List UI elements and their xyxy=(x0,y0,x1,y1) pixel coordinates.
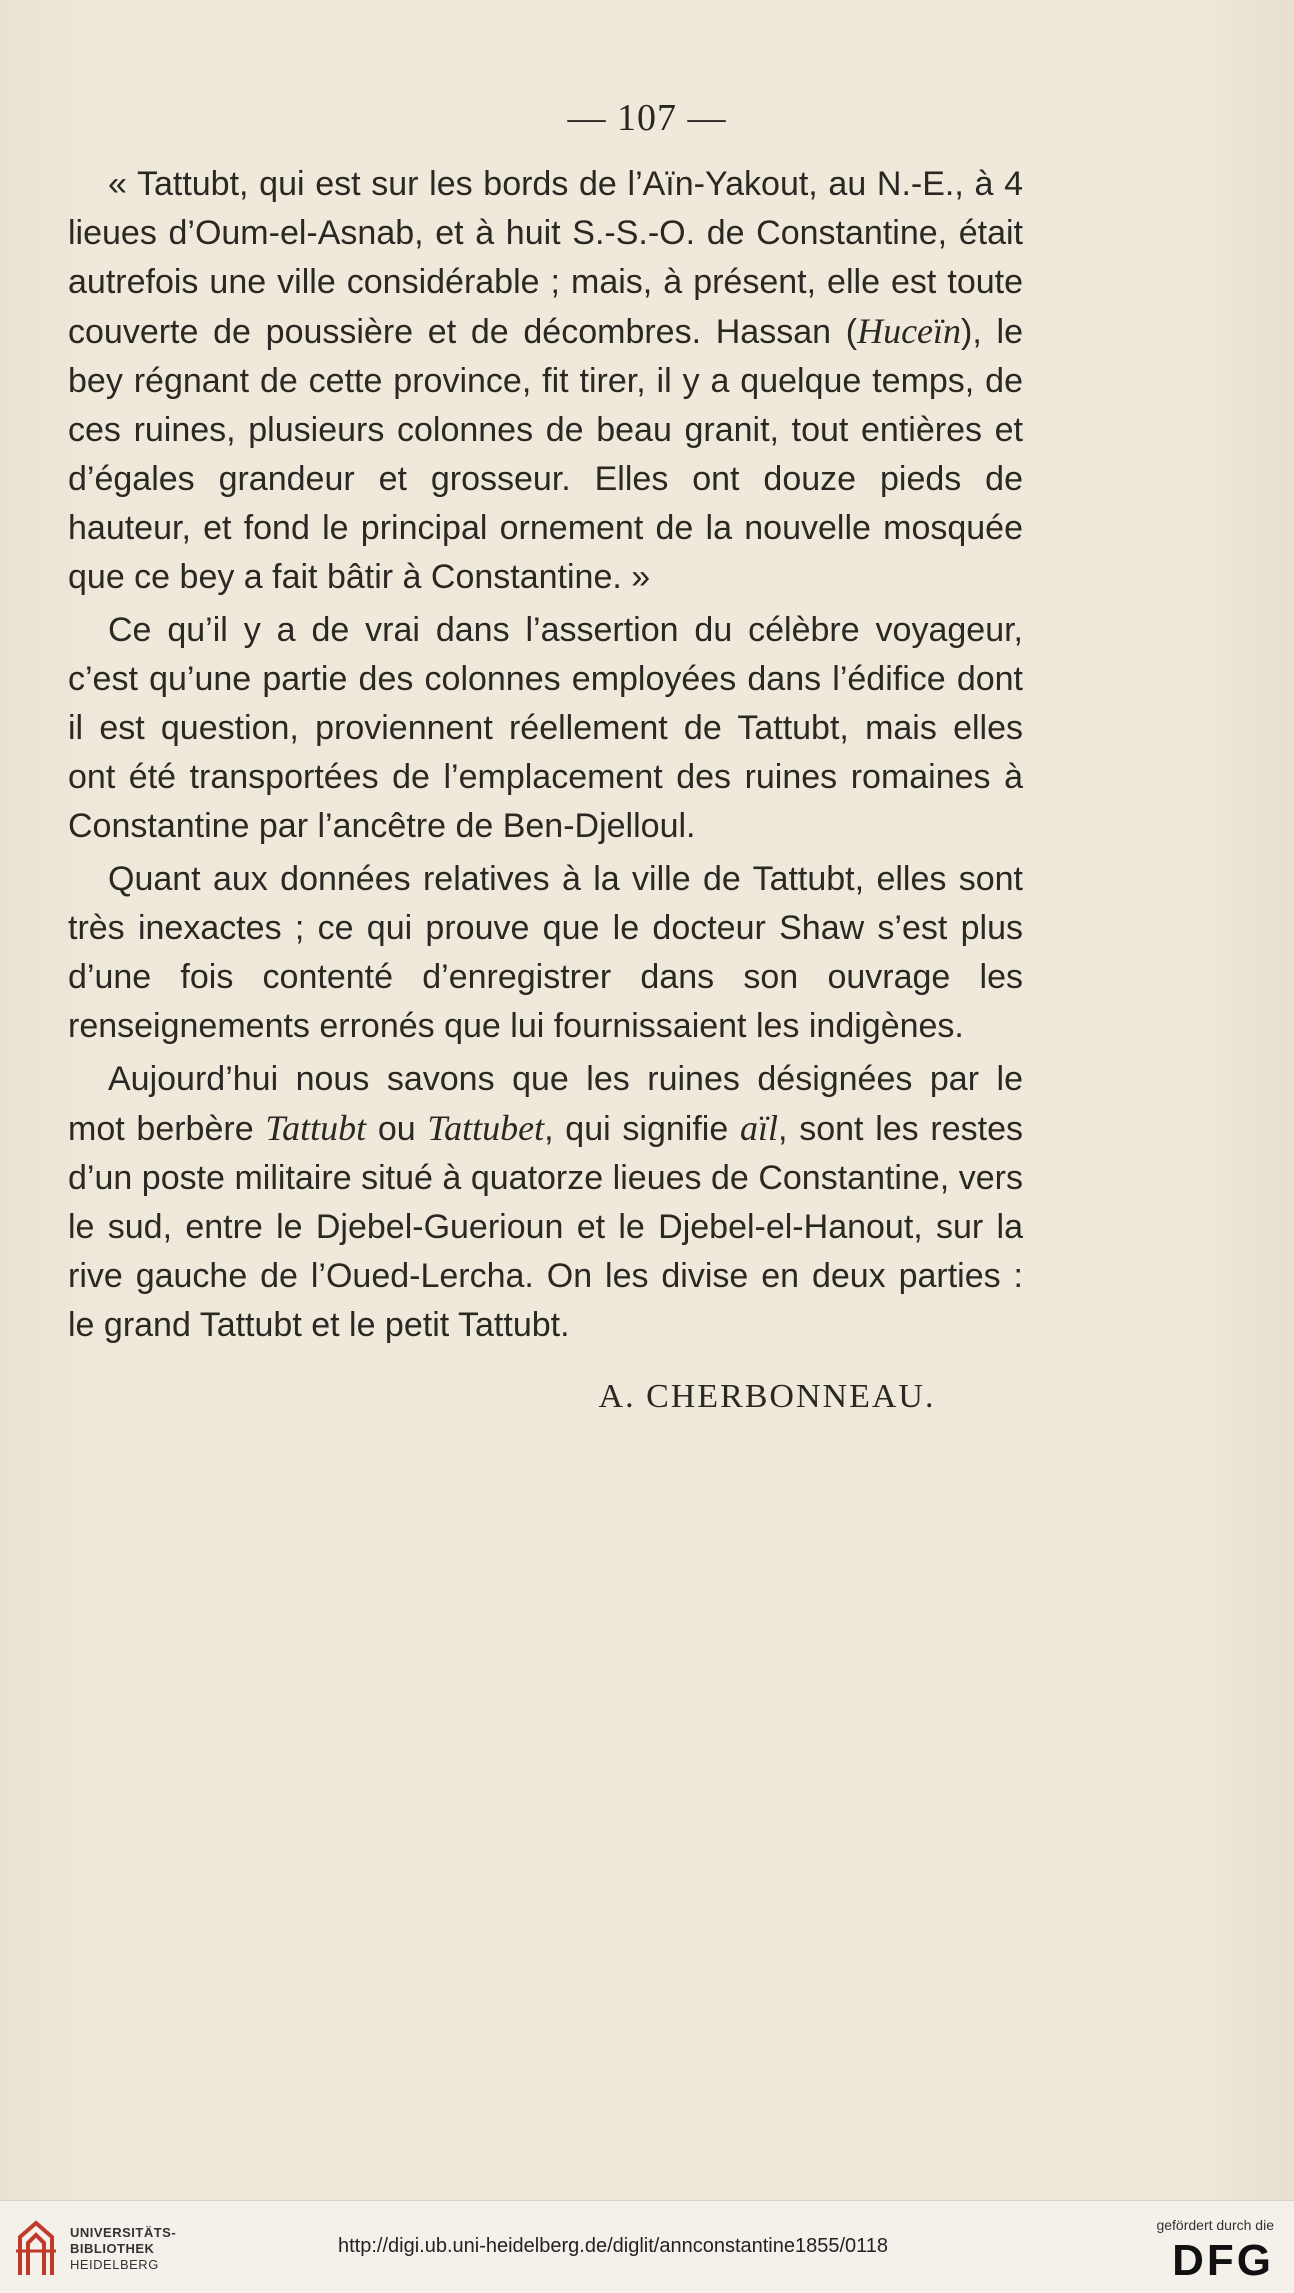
paragraph xyxy=(68,1055,1023,1350)
italic-run: aïl xyxy=(740,1108,779,1148)
text-run: Ce qu’il y a de vrai dans l’assertion du célèbre voyageur, c’est qu’une partie des colonnes employées dans l’édifice dont il est question, proviennent réellement de Tattubt, mais elles ont été transportées de l’emplacement des ruines romaines à Constantine par l’ancêtre de Ben-Djelloul. xyxy=(68,611,1023,845)
italic-run: Tattubet xyxy=(427,1108,545,1148)
sponsor-caption: gefördert durch die xyxy=(1156,2217,1274,2233)
author-signature: A. CHERBONNEAU. xyxy=(598,1378,936,1415)
italic-run: Tattubt xyxy=(265,1108,367,1148)
permalink-url[interactable]: http://digi.ub.uni-heidelberg.de/diglit/annconstantine1855/0118 xyxy=(338,2235,889,2257)
library-name-line: UNIVERSITÄTS- xyxy=(70,2225,177,2240)
text-run: , sont les restes d’un poste militaire situé à quatorze lieues de Constantine, vers le sud, entre le Djebel-Guerioun et le Djebel-el-Hanout, sur la rive gauche de l’Oued-Lercha. On les divise en deux parties : le grand Tattubt et le petit Tattubt. xyxy=(68,1110,1024,1344)
library-logo-icon xyxy=(14,2215,58,2281)
paragraph xyxy=(68,855,1023,1051)
library-name xyxy=(70,2225,176,2273)
library-name-line: BIBLIOTHEK xyxy=(70,2241,155,2256)
text-run: « Tattubt, qui est sur les bords de l’Aïn-Yakout, au N.-E., à 4 lieues d’Oum-el-Asnab, et à huit S.-S.-O. de Constantine, était autrefois une ville considérable ; mais, à présent, elle est toute couverte de poussière et de décombres. Hassan ( xyxy=(68,165,1023,351)
body-text xyxy=(68,160,1023,1354)
page-number: — 107 — xyxy=(567,97,727,139)
text-run: , qui signifie xyxy=(544,1110,740,1148)
dfg-logo: DFG xyxy=(1172,2236,1274,2285)
library-name-line: HEIDELBERG xyxy=(70,2257,159,2272)
text-run: Aujourd’hui nous savons que les ruines désignées par le mot berbère xyxy=(68,1060,1023,1148)
text-run: ), le bey régnant de cette province, fit tirer, il y a quelque temps, de ces ruines, plusieurs colonnes de beau granit, tout entières et d’égales grandeur et grosseur. Elles ont douze pieds de hauteur, et fond le principal ornement de la nouvelle mosquée que ce bey a fait bâtir à Constantine. » xyxy=(68,313,1023,596)
text-run: Quant aux données relatives à la ville de Tattubt, elles sont très inexactes ; ce qui prouve que le docteur Shaw s’est plus d’une fois contenté d’enregistrer dans son ouvrage les renseignements erronés que lui fournissaient les indigènes. xyxy=(68,860,1023,1045)
paragraph xyxy=(68,160,1023,602)
text-run: ou xyxy=(366,1110,428,1148)
footer-bar xyxy=(0,2200,1294,2293)
paragraph xyxy=(68,606,1023,851)
italic-run: Huceïn xyxy=(857,311,962,351)
